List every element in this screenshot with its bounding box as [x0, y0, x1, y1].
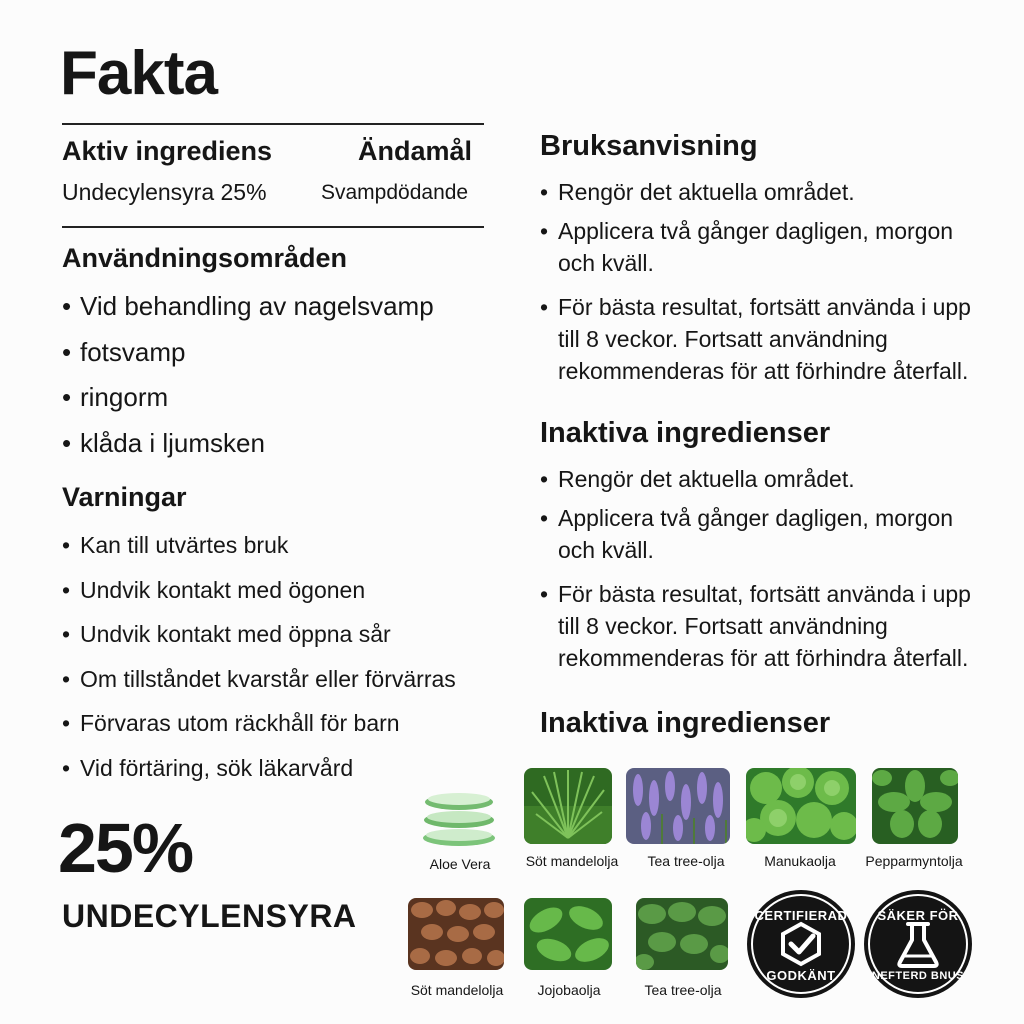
ingredient-label: Söt mandelolja — [410, 982, 504, 998]
list-item: • Om tillståndet kvarstår eller förvärras — [62, 665, 456, 710]
peppermint-image — [872, 768, 958, 844]
warnings-heading: Varningar — [62, 482, 187, 512]
uses-list — [62, 291, 434, 473]
manuka-leaves-image — [746, 768, 856, 844]
list-item: • För bästa resultat, fortsätt använda i upp till 8 veckor. Fortsatt användning rekommenderas för att förhindra återfall. — [540, 578, 980, 674]
directions-heading: Bruksanvisning — [540, 130, 758, 162]
warnings-list — [62, 531, 456, 798]
active-ingredient-header: Aktiv ingrediens — [62, 136, 273, 166]
strength-percent: 25% — [58, 809, 193, 887]
list-item: • Applicera två gånger dagligen, morgon och kväll. — [540, 502, 980, 566]
sweet-almond-plant-image — [524, 768, 612, 844]
certified-badge — [747, 890, 855, 998]
ingredient-label: Tea tree-olja — [647, 853, 725, 869]
list-item: • För bästa resultat, fortsätt använda i upp till 8 veckor. Fortsatt användning rekommenderas för att förhindre återfall. — [540, 291, 980, 387]
divider — [62, 123, 484, 125]
badge-bottom-text: GODKÄNT — [766, 968, 836, 983]
list-item: • Undvik kontakt med öppna sår — [62, 620, 456, 665]
badge-bottom-text: NEFTERD BNUS — [871, 970, 965, 982]
ingredient-label: Söt mandelolja — [525, 853, 619, 869]
list-item: • Kan till utvärtes bruk — [62, 531, 456, 576]
list-item: • Förvaras utom räckhåll för barn — [62, 709, 456, 754]
ingredient-label: Aloe Vera — [429, 856, 491, 872]
purpose-header: Ändamål — [358, 136, 473, 166]
ingredients-heading: Inaktiva ingredienser — [540, 707, 831, 739]
inactive-list — [540, 463, 980, 681]
almonds-image — [408, 898, 504, 970]
badge-top-text: CERTIFIERAD — [754, 908, 848, 923]
directions-list — [540, 176, 980, 394]
uses-heading: Användningsområden — [62, 243, 348, 273]
list-item: • Undvik kontakt med ögonen — [62, 576, 456, 621]
list-item: • Rengör det aktuella området. — [540, 463, 980, 495]
list-item: • Vid förtäring, sök läkarvård — [62, 754, 456, 799]
list-item: • fotsvamp — [62, 337, 434, 383]
page-title: Fakta — [60, 39, 217, 108]
lavender-image — [626, 768, 730, 844]
active-ingredient-value: Undecylensyra 25% — [62, 179, 267, 205]
divider — [62, 226, 484, 228]
ingredient-label: Tea tree-olja — [644, 982, 722, 998]
safety-badge — [864, 890, 972, 998]
purpose-value: Svampdödande — [321, 181, 469, 204]
ingredient-label: Manukaolja — [764, 853, 836, 869]
aloe-vera-image — [418, 788, 500, 850]
ingredient-label: Jojobaolja — [537, 982, 601, 998]
ingredient-label: Pepparmyntolja — [865, 853, 963, 869]
tea-tree-leaves-image — [636, 898, 728, 970]
list-item: • klåda i ljumsken — [62, 428, 434, 474]
badge-top-text: SÄKER FÖR — [877, 908, 959, 923]
list-item: • ringorm — [62, 382, 434, 428]
list-item: • Applicera två gånger dagligen, morgon och kväll. — [540, 215, 980, 279]
list-item: • Vid behandling av nagelsvamp — [62, 291, 434, 337]
strength-name: UNDECYLENSYRA — [62, 898, 357, 934]
list-item: • Rengör det aktuella området. — [540, 176, 980, 208]
jojoba-leaves-image — [524, 898, 612, 970]
inactive-heading: Inaktiva ingredienser — [540, 417, 831, 449]
